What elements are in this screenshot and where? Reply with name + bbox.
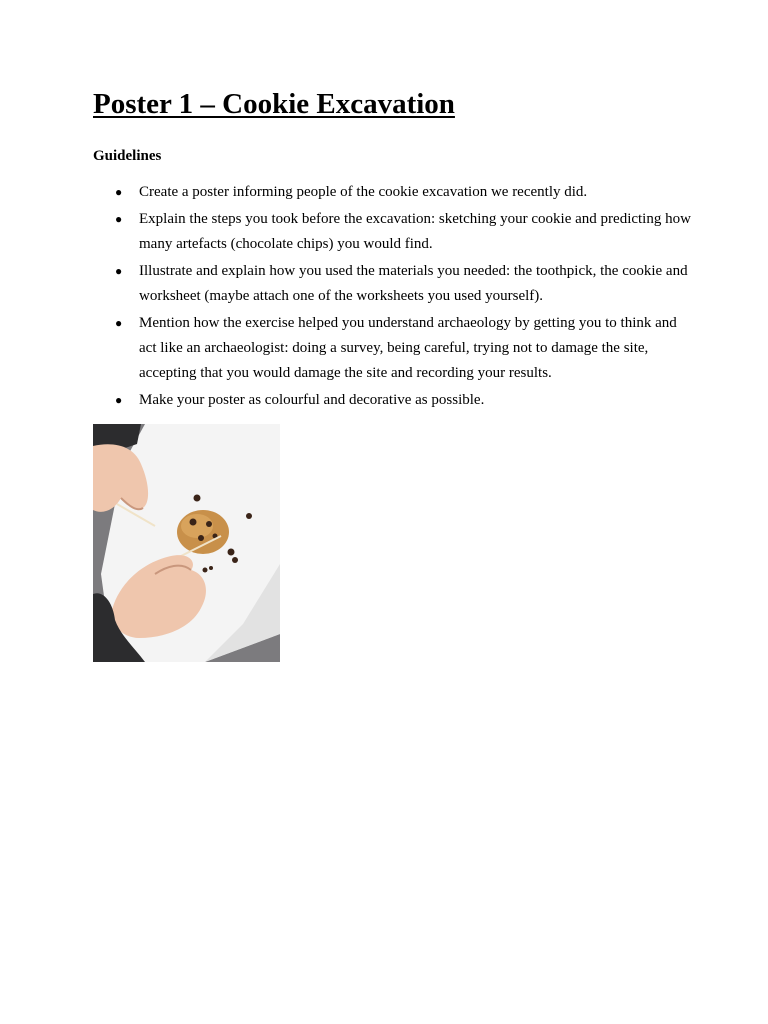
list-item xyxy=(93,207,693,257)
list-item xyxy=(93,388,693,413)
chip xyxy=(206,521,212,527)
loose-chip xyxy=(203,568,208,573)
guideline-text: Explain the steps you took before the excavation: sketching your cookie and predicting how many artefacts (chocolate chips) you would find. xyxy=(139,211,691,252)
loose-chip xyxy=(194,495,201,502)
bullet-icon: ● xyxy=(115,212,123,226)
guidelines-list xyxy=(93,180,693,415)
bullet-icon: ● xyxy=(115,264,123,278)
cookie-excavation-photo xyxy=(93,424,280,662)
list-item xyxy=(93,259,693,309)
guidelines-heading: Guidelines xyxy=(93,148,162,164)
chip xyxy=(198,535,204,541)
guideline-text: Illustrate and explain how you used the materials you needed: the toothpick, the cookie and worksheet (maybe attach one of the worksheets you used yourself). xyxy=(139,263,688,304)
guideline-text: Mention how the exercise helped you understand archaeology by getting you to think and act like an archaeologist: doing a survey, being careful, trying not to damage the site, accepting that you would damage the site and recording your results. xyxy=(139,315,677,381)
loose-chip xyxy=(228,549,235,556)
loose-chip xyxy=(232,557,238,563)
guideline-text: Make your poster as colourful and decorative as possible. xyxy=(139,392,485,408)
photo-illustration xyxy=(93,424,280,662)
bullet-icon: ● xyxy=(115,393,123,407)
list-item xyxy=(93,180,693,205)
bullet-icon: ● xyxy=(115,316,123,330)
page-title: Poster 1 – Cookie Excavation xyxy=(93,88,455,120)
list-item xyxy=(93,311,693,386)
guideline-text: Create a poster informing people of the cookie excavation we recently did. xyxy=(139,184,588,200)
loose-chip xyxy=(246,513,252,519)
loose-chip xyxy=(209,566,213,570)
chip xyxy=(190,519,197,526)
bullet-icon: ● xyxy=(115,185,123,199)
